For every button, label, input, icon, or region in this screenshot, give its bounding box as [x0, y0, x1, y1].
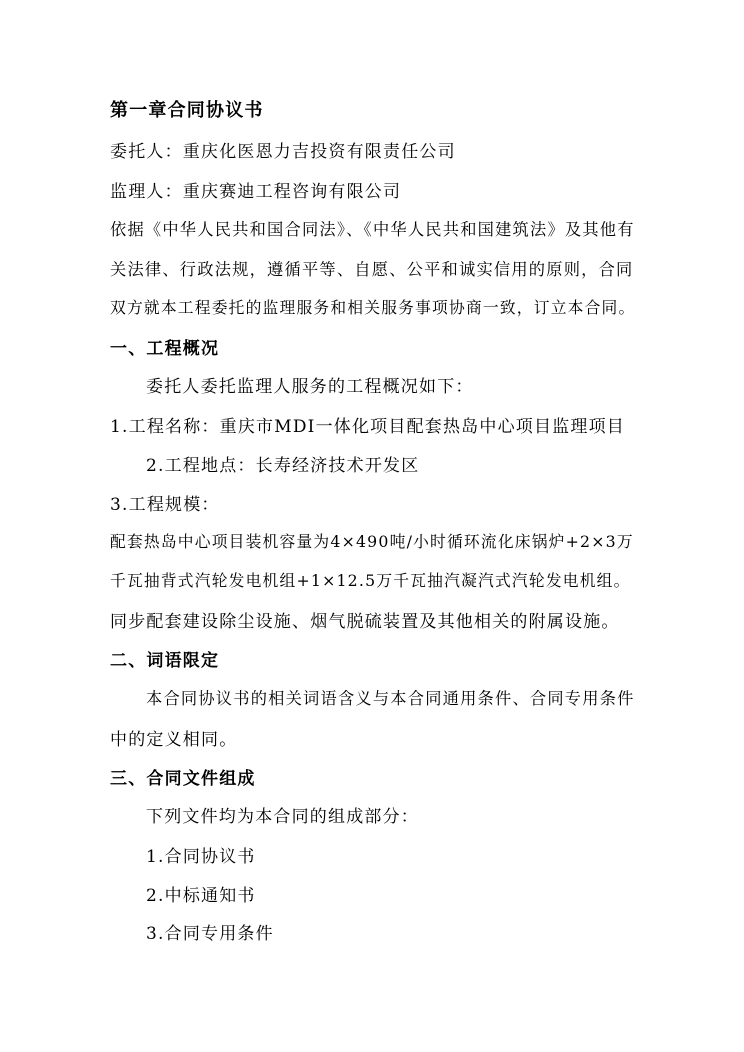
section2-body-1: 本合同协议书的相关词语含义与本合同通用条件、合同专用条件	[146, 689, 635, 708]
preamble-line-2: 关法律、行政法规，遵循平等、自愿、公平和诚实信用的原则，合同	[110, 260, 634, 279]
scale-line-2: 千瓦抽背式汽轮发电机组+1×12.5万千瓦抽汽凝汽式汽轮发电机组。	[110, 571, 631, 590]
document-list-item: 2.中标通知书	[146, 886, 256, 906]
document-list-item: 3.合同专用条件	[146, 924, 274, 944]
client-line: 委托人：重庆化医恩力吉投资有限责任公司	[110, 142, 456, 162]
project-location-item: 2.工程地点：长寿经济技术开发区	[146, 456, 420, 476]
preamble-line-1: 依据《中华人民共和国合同法》、《中华人民共和国建筑法》及其他有	[110, 220, 635, 239]
scale-line-3: 同步配套建设除尘设施、烟气脱硫装置及其他相关的附属设施。	[110, 612, 620, 632]
section1-heading: 一、工程概况	[110, 339, 220, 359]
project-scale-item: 3.工程规模：	[110, 495, 220, 515]
document-list-item: 1.合同协议书	[146, 847, 256, 867]
section3-intro: 下列文件均为本合同的组成部分：	[146, 807, 419, 827]
preamble-line-3: 双方就本工程委托的监理服务和相关服务事项协商一致，订立本合同。	[110, 298, 636, 317]
section2-heading: 二、词语限定	[110, 651, 220, 671]
supervisor-line: 监理人：重庆赛迪工程咨询有限公司	[110, 182, 402, 202]
section1-intro: 委托人委托监理人服务的工程概况如下：	[146, 377, 474, 397]
section2-body-2: 中的定义相同。	[110, 730, 238, 750]
project-name-item: 1.工程名称：重庆市MDI一体化项目配套热岛中心项目监理项目	[110, 417, 625, 437]
chapter-title: 第一章合同协议书	[110, 100, 264, 121]
section3-heading: 三、合同文件组成	[110, 769, 256, 789]
scale-line-1: 配套热岛中心项目装机容量为4×490吨/小时循环流化床锅炉+2×3万	[110, 532, 634, 551]
